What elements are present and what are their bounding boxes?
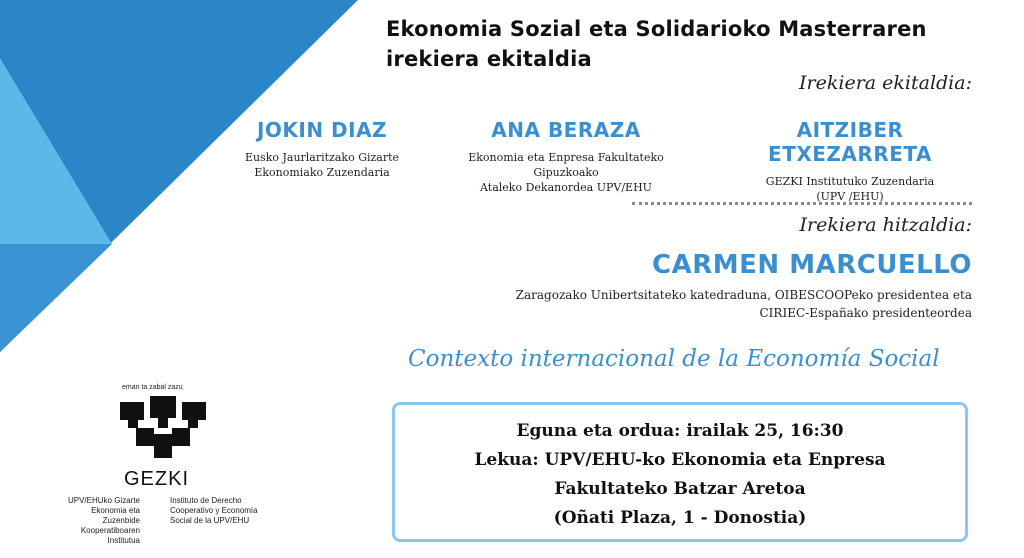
details-date-time: Eguna eta ordua: irailak 25, 16:30 [516, 421, 844, 441]
event-title [386, 14, 1006, 74]
event-title-line1: Ekonomia Sozial eta Solidarioko Masterraren [386, 17, 927, 41]
institute-name-spanish [170, 496, 258, 526]
institute-eu-line1: UPV/EHUko Gizarte [67, 496, 140, 505]
keynote-role-line1: Zaragozako Unibertsitateko katedraduna, OIBESCOOPeko presidentea eta [515, 288, 972, 302]
institute-es-line3: Social de la UPV/EHU [170, 516, 250, 525]
speaker-role-line1: GEZKI Institutuko Zuzendaria [765, 175, 935, 188]
logo-motto: eman ta zabal zazu [122, 384, 183, 391]
dotted-divider [632, 202, 972, 205]
opening-label: Irekiera ekitaldia: [799, 72, 972, 94]
speaker-name: ANA BERAZA [491, 118, 641, 142]
speaker-role-line2: Ekonomiako Zuzendaria [254, 166, 390, 179]
speaker-role-line2: Ataleko Dekanordea UPV/EHU [480, 181, 652, 194]
institute-es-line2: Cooperativo y Economía [170, 506, 258, 515]
speaker-name: AITZIBER ETXEZARRETA [768, 118, 932, 166]
institute-eu-line2: Ekonomia eta Zuzenbide [91, 506, 140, 525]
speaker-aitziber-etxezarreta [712, 118, 988, 204]
institute-es-line1: Instituto de Derecho [170, 496, 242, 505]
mid-triangle [0, 244, 112, 352]
speaker-role-line1: Ekonomia eta Enpresa Fakultateko Gipuzkoako [468, 151, 664, 179]
upv-ehu-logo-icon [118, 396, 208, 464]
talk-topic: Contexto internacional de la Economía Social [408, 346, 940, 372]
speaker-role [712, 174, 988, 204]
institute-eu-line3: Kooperatiboaren Institutua [80, 526, 140, 545]
speaker-role [222, 150, 422, 180]
speaker-role-line2: (UPV /EHU) [816, 190, 884, 203]
event-details-box [392, 402, 968, 542]
keynote-speaker-name: CARMEN MARCUELLO [652, 250, 972, 280]
keynote-label: Irekiera hitzaldia: [799, 214, 972, 236]
speaker-role-line1: Eusko Jaurlaritzako Gizarte [244, 151, 400, 164]
event-title-line2: irekiera ekitaldia [386, 47, 592, 71]
keynote-role-line2: CIRIEC-Españako presidenteordea [759, 306, 972, 320]
keynote-speaker-role [516, 286, 972, 322]
institute-name-basque [60, 496, 140, 546]
details-address: (Oñati Plaza, 1 - Donostia) [553, 508, 807, 528]
speaker-ana-beraza [438, 118, 694, 195]
speaker-jokin-diaz [222, 118, 422, 180]
speaker-role [438, 150, 694, 195]
details-location-line1: Lekua: UPV/EHU-ko Ekonomia eta Enpresa [474, 450, 886, 470]
gezki-logo-text: GEZKI [124, 468, 190, 490]
details-location-line2: Fakultateko Batzar Aretoa [554, 479, 806, 499]
speaker-name: JOKIN DIAZ [256, 118, 388, 142]
